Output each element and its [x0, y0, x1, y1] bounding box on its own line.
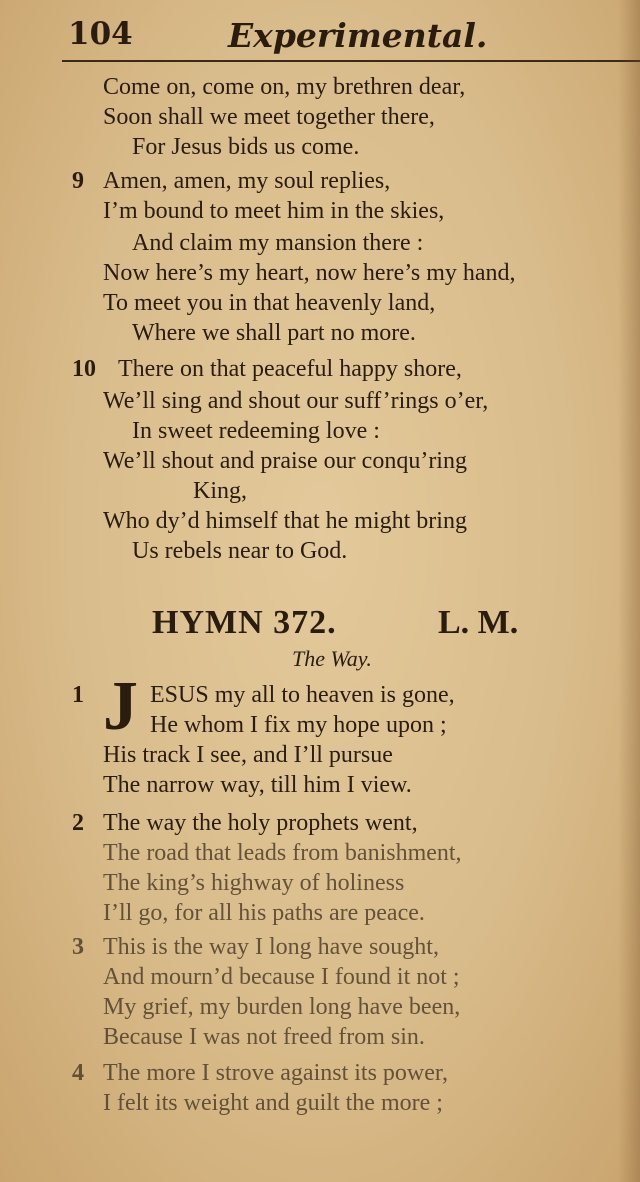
drop-cap: J	[103, 668, 138, 745]
verse-number: 10	[72, 356, 96, 382]
verse-number: 9	[72, 168, 84, 194]
header-rule	[62, 60, 640, 62]
verse-line: We’ll shout and praise our conqu’ring	[103, 448, 467, 474]
verse-line: The king’s highway of holiness	[103, 870, 405, 896]
verse-line: This is the way I long have sought,	[103, 934, 439, 960]
verse-line: We’ll sing and shout our suff’rings o’er,	[103, 388, 489, 414]
verse-line: Soon shall we meet together there,	[103, 104, 435, 130]
verse-line: In sweet redeeming love :	[132, 418, 380, 444]
verse-line: The more I strove against its power,	[103, 1060, 448, 1086]
verse-line: His track I see, and I’ll pursue	[103, 742, 393, 768]
verse-number: 2	[72, 810, 84, 836]
verse-line: ESUS my all to heaven is gone,	[150, 682, 455, 708]
verse-line: And mourn’d because I found it not ;	[103, 964, 460, 990]
hymn-title: HYMN 372.	[152, 604, 337, 641]
page-header	[0, 8, 640, 56]
verse-line: There on that peaceful happy shore,	[118, 356, 462, 382]
verse-line: I felt its weight and guilt the more ;	[103, 1090, 443, 1116]
verse-line: My grief, my burden long have been,	[103, 994, 461, 1020]
page-number: 104	[68, 16, 133, 52]
verse-line: The narrow way, till him I view.	[103, 772, 412, 798]
verse-line: Where we shall part no more.	[132, 320, 416, 346]
verse-line: The way the holy prophets went,	[103, 810, 418, 836]
hymn-meter: L. M.	[438, 604, 519, 641]
verse-number: 4	[72, 1060, 84, 1086]
verse-line: The road that leads from banishment,	[103, 840, 462, 866]
verse-number: 1	[72, 682, 84, 708]
verse-line: Amen, amen, my soul replies,	[103, 168, 391, 194]
running-title: Experimental.	[228, 16, 488, 55]
verse-line: King,	[193, 478, 247, 504]
verse-line: Now here’s my heart, now here’s my hand,	[103, 260, 516, 286]
verse-line: To meet you in that heavenly land,	[103, 290, 436, 316]
hymn-subtitle: The Way.	[292, 646, 372, 671]
verse-line: I’ll go, for all his paths are peace.	[103, 900, 425, 926]
verse-line: For Jesus bids us come.	[132, 134, 360, 160]
verse-line: Us rebels near to God.	[132, 538, 348, 564]
verse-line: Because I was not freed from sin.	[103, 1024, 425, 1050]
verse-line: He whom I fix my hope upon ;	[150, 712, 447, 738]
verse-line: And claim my mansion there :	[132, 230, 424, 256]
verse-line: Who dy’d himself that he might bring	[103, 508, 467, 534]
verse-number: 3	[72, 934, 84, 960]
verse-line: I’m bound to meet him in the skies,	[103, 198, 445, 224]
verse-line: Come on, come on, my brethren dear,	[103, 74, 466, 100]
